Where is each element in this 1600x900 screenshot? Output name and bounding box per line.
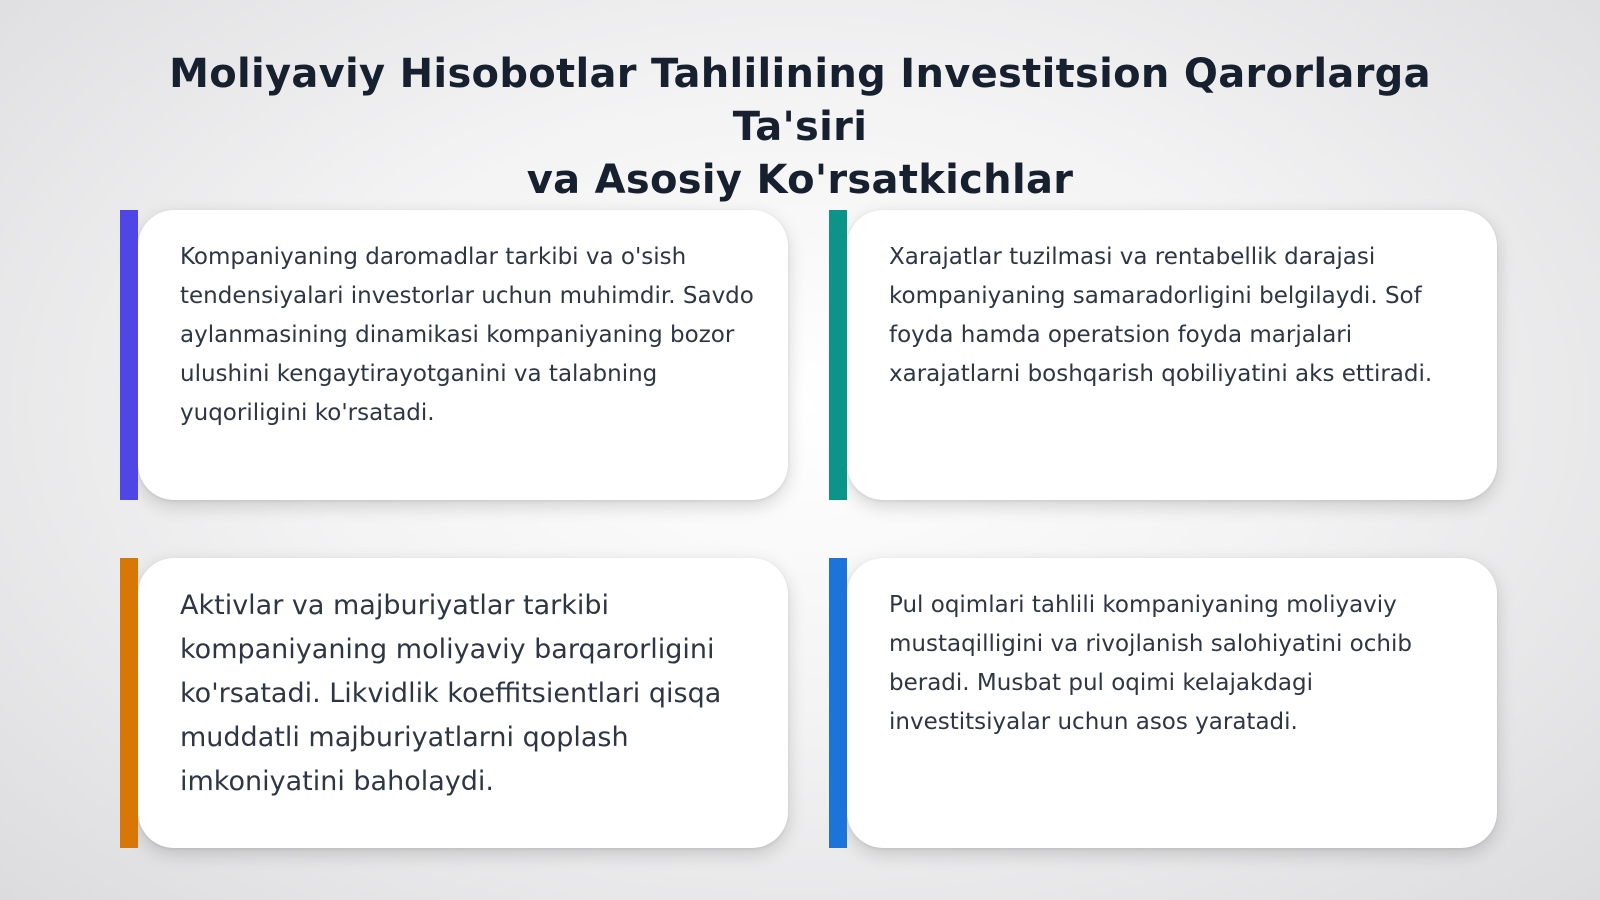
- card-accent-bar: [120, 558, 138, 848]
- card-text: Pul oqimlari tahlili kompaniyaning moliyaviy mustaqilligini va rivojlanish salohiyatini ochib beradi. Musbat pul oqimi kelajakdagi investitsiyalar uchun asos yaratadi.: [889, 592, 1412, 735]
- info-card-cashflow: [847, 558, 1497, 848]
- card-accent-bar: [829, 558, 847, 848]
- info-card-expenses: [847, 210, 1497, 500]
- title-line-1: Moliyaviy Hisobotlar Tahlilining Investitsion Qarorlarga Ta'siri: [169, 51, 1431, 150]
- card-accent-bar: [829, 210, 847, 500]
- info-card-assets: [138, 558, 788, 848]
- card-text: Aktivlar va majburiyatlar tarkibi kompaniyaning moliyaviy barqarorligini ko'rsatadi. Likvidlik koeffitsientlari qisqa muddatli majburiyatlarni qoplash imkoniyatini baholaydi.: [180, 590, 722, 797]
- card-text: Xarajatlar tuzilmasi va rentabellik darajasi kompaniyaning samaradorligini belgilaydi. Sof foyda hamda operatsion foyda marjalari xarajatlarni boshqarish qobiliyatini aks ettiradi.: [889, 244, 1433, 387]
- page-title: [100, 48, 1500, 207]
- info-card-revenue: [138, 210, 788, 500]
- title-line-2: va Asosiy Ko'rsatkichlar: [526, 157, 1074, 203]
- card-text: Kompaniyaning daromadlar tarkibi va o'sish tendensiyalari investorlar uchun muhimdir. Savdo aylanmasining dinamikasi kompaniyaning bozor ulushini kengaytirayotganini va talabning yuqoriligini ko'rsatadi.: [180, 244, 754, 426]
- card-accent-bar: [120, 210, 138, 500]
